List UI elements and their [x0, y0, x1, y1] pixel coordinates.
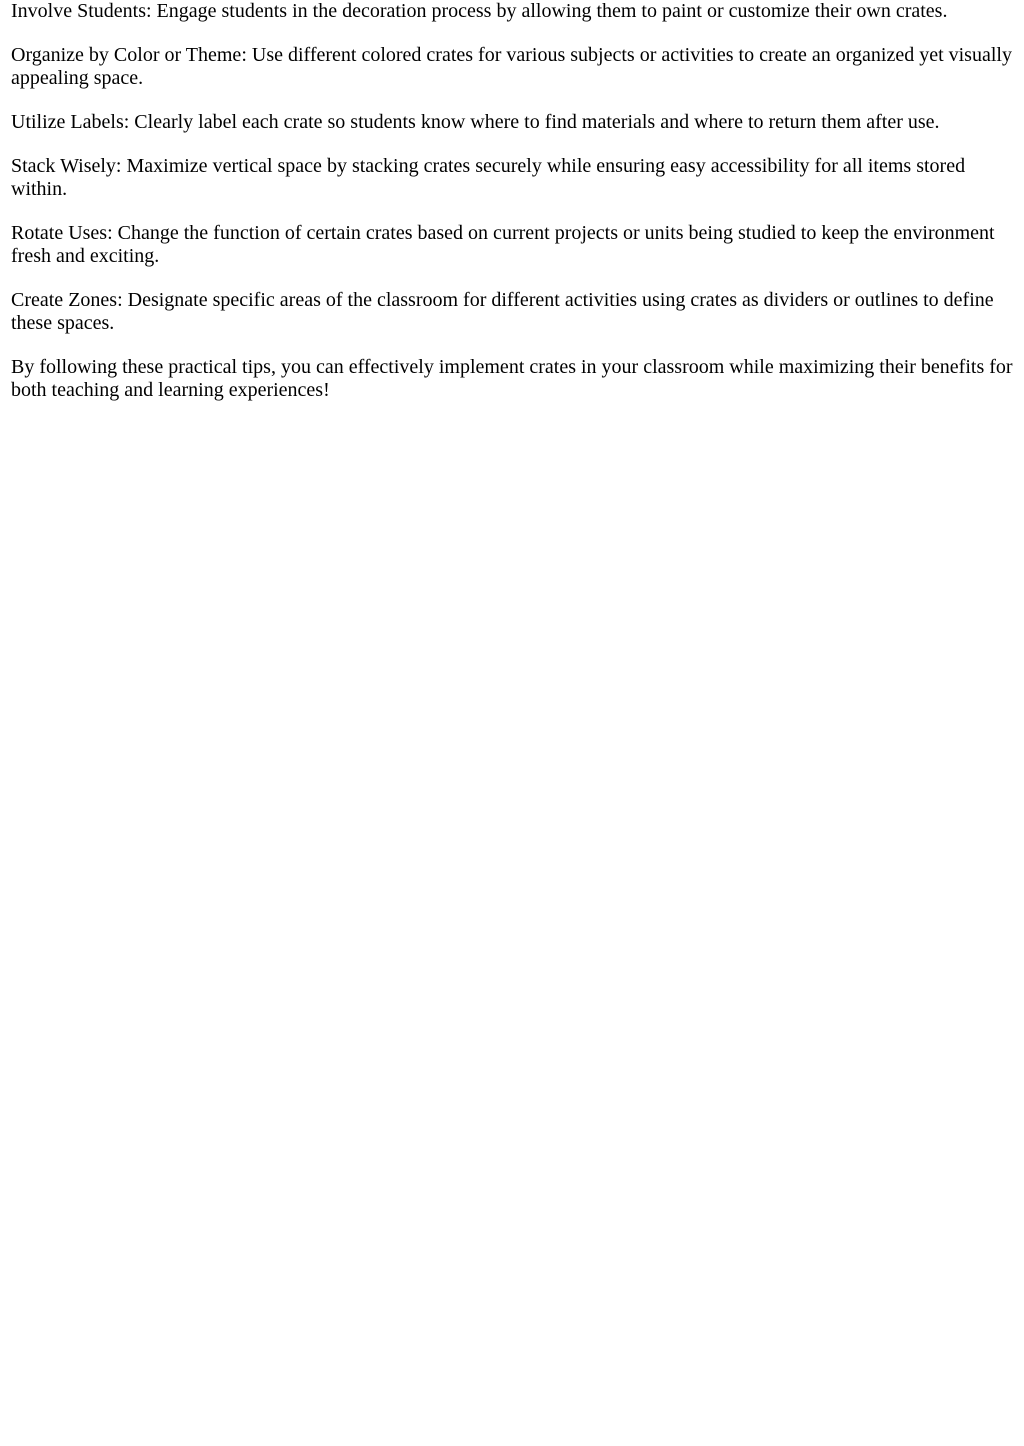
tip-rotate-uses: Rotate Uses: Change the function of certain crates based on current projects or units being studied to keep the environment fresh and exciting. [11, 222, 995, 267]
tip-create-zones: Create Zones: Designate specific areas of the classroom for different activities using crates as dividers or outlines to define these spaces. [11, 289, 994, 334]
tip-utilize-labels: Utilize Labels: Clearly label each crate so students know where to find materials and where to return them after use. [11, 111, 940, 133]
tip-organize-by-color: Organize by Color or Theme: Use different colored crates for various subjects or activities to create an organized yet visually appealing space. [11, 44, 1012, 89]
tip-involve-students: Involve Students: Engage students in the decoration process by allowing them to paint or customize their own crates. [11, 0, 948, 22]
tip-stack-wisely: Stack Wisely: Maximize vertical space by stacking crates securely while ensuring easy accessibility for all items stored within. [11, 155, 966, 200]
document-body [0, 0, 1024, 402]
closing-paragraph: By following these practical tips, you can effectively implement crates in your classroom while maximizing their benefits for both teaching and learning experiences! [11, 356, 1013, 401]
